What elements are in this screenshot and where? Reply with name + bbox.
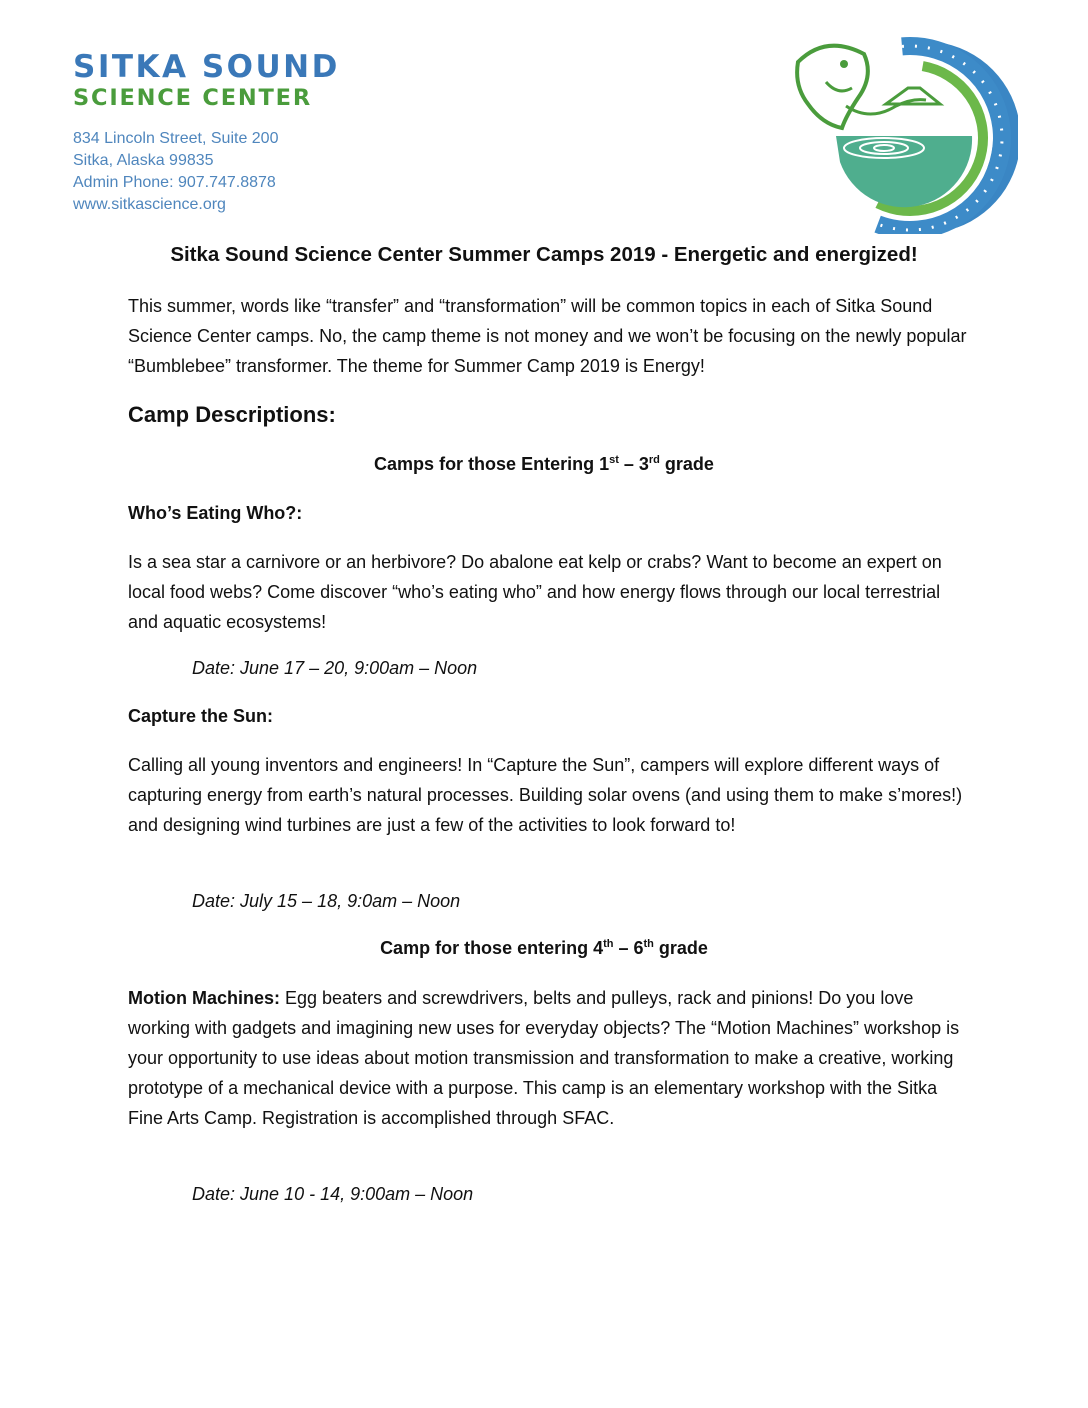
- group2-sup1: th: [603, 938, 614, 950]
- group2-sup2: th: [643, 938, 654, 950]
- group2-heading-post: grade: [653, 938, 708, 958]
- intro-paragraph: This summer, words like “transfer” and “transformation” will be common topics in each of Sitka Sound Science Center camps. No, the camp theme is not money and we won’t be focusing on the newly popular “Bumblebee” transformer. The theme for Summer Camp 2019 is Energy!: [128, 296, 967, 376]
- address-website: www.sitkascience.org: [73, 196, 226, 213]
- address-phone: Admin Phone: 907.747.8878: [73, 174, 276, 191]
- camp-name: Capture the Sun:: [128, 706, 274, 726]
- page-title: Sitka Sound Science Center Summer Camps 2019 - Energetic and energized!: [170, 243, 918, 266]
- group1-heading-post: grade: [659, 454, 714, 474]
- address-city: Sitka, Alaska 99835: [73, 152, 214, 169]
- camp-description: Calling all young inventors and engineers! In “Capture the Sun”, campers will explore different ways of capturing energy from earth’s natural processes. Building solar ovens (and using them to make s’mores!) and designing wind turbines are just a few of the activities to look forward to!: [128, 755, 963, 835]
- org-name-line1: SITKA SOUND: [73, 49, 340, 85]
- camp-date: Date: June 10 - 14, 9:00am – Noon: [192, 1184, 474, 1204]
- group2-heading-mid: – 6: [613, 938, 644, 958]
- group1-sup2: rd: [648, 454, 660, 466]
- camp-date: Date: July 15 – 18, 9:0am – Noon: [192, 891, 461, 911]
- group1-heading-mid: – 3: [618, 454, 649, 474]
- camp-paragraph: [128, 983, 968, 1133]
- camp-description: Is a sea star a carnivore or an herbivore? Do abalone eat kelp or crabs? Want to become an expert on local food webs? Come discover “who’s eating who” and how energy flows through our local terrestrial and aquatic ecosystems!: [128, 552, 942, 632]
- group1-heading-text: Camps for those Entering 1: [374, 454, 610, 474]
- camp-name: Motion Machines:: [128, 988, 280, 1008]
- organization-name: [73, 50, 340, 112]
- address-block: [73, 128, 278, 216]
- address-street: 834 Lincoln Street, Suite 200: [73, 130, 279, 147]
- group1-heading: [0, 454, 1088, 475]
- group1-sup1: st: [609, 454, 619, 466]
- camp-date: Date: June 17 – 20, 9:00am – Noon: [192, 658, 478, 678]
- group2-heading: [0, 938, 1088, 959]
- camp-description: Egg beaters and screwdrivers, belts and pulleys, rack and pinions! Do you love working with gadgets and imagining new uses for everyday objects? The “Motion Machines” workshop is your opportunity to use ideas about motion transmission and transformation to make a creative, working prototype of a mechanical device with a purpose. This camp is an elementary workshop with the Sitka Fine Arts Camp. Registration is accomplished through SFAC.: [128, 988, 960, 1128]
- camp-name: Who’s Eating Who?:: [128, 503, 303, 523]
- section-heading: Camp Descriptions:: [128, 402, 336, 427]
- sitka-logo-icon: [786, 36, 1018, 234]
- org-name-line2: SCIENCE CENTER: [73, 85, 312, 111]
- group2-heading-text: Camp for those entering 4: [380, 938, 604, 958]
